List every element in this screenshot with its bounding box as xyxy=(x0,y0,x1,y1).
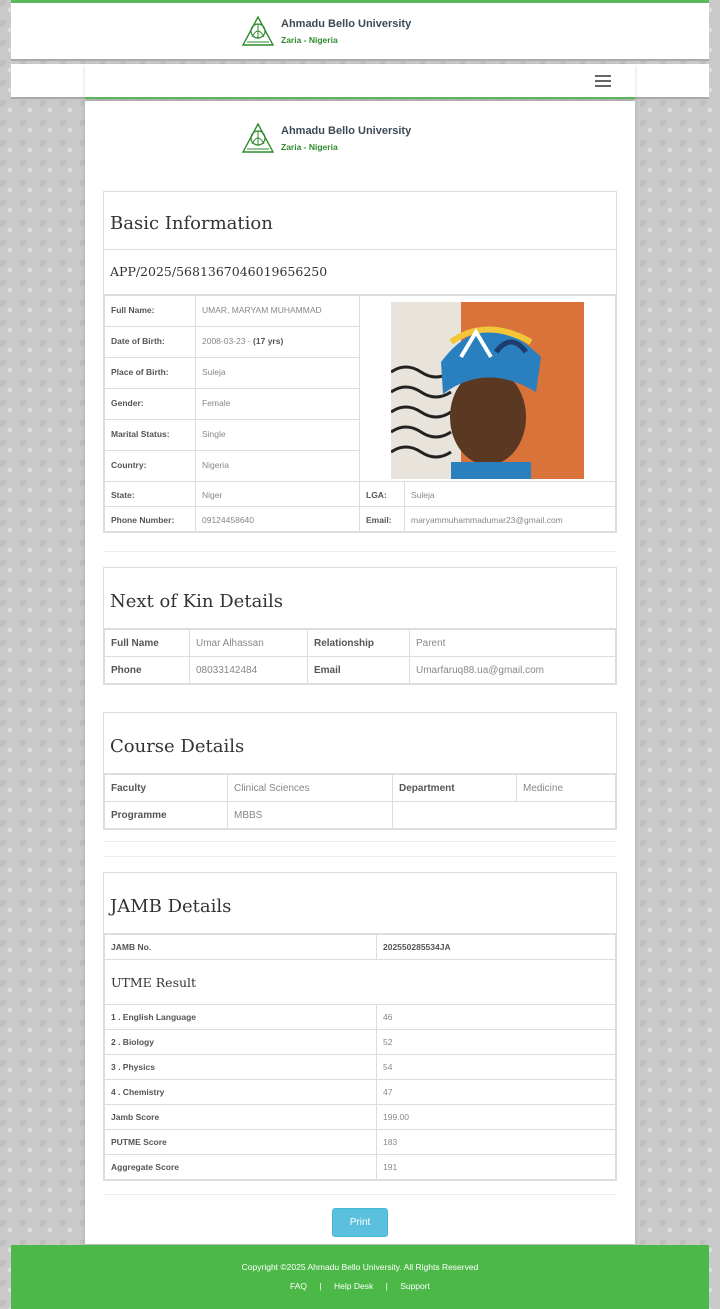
navbar-wrapper xyxy=(11,64,709,99)
course-panel xyxy=(103,712,617,830)
jamb-number-value: 202550285534JA xyxy=(377,935,616,960)
kin-name-label: Full Name xyxy=(105,630,190,657)
next-of-kin-table xyxy=(104,629,616,684)
full-name-label: Full Name: xyxy=(105,296,196,327)
faq-link[interactable]: FAQ xyxy=(290,1281,308,1291)
result-label: 3 . Physics xyxy=(105,1055,377,1080)
phone-label: Phone Number: xyxy=(105,507,196,532)
abu-logo-icon xyxy=(241,122,275,154)
footer-separator: | xyxy=(319,1281,322,1291)
pob-value: Suleja xyxy=(196,358,360,389)
divider xyxy=(103,856,617,857)
jamb-panel xyxy=(103,872,617,1181)
kin-email-value: Umarfaruq88.ua@gmail.com xyxy=(410,657,616,684)
header-brand[interactable] xyxy=(241,15,411,47)
university-location: Zaria - Nigeria xyxy=(281,141,338,152)
utme-results xyxy=(105,1005,616,1180)
result-row xyxy=(105,1155,616,1180)
jamb-title: JAMB Details xyxy=(104,873,616,934)
university-name: Ahmadu Bello University xyxy=(281,124,412,137)
basic-info-panel xyxy=(103,191,617,533)
dob-label: Date of Birth: xyxy=(105,327,196,358)
result-value: 199.00 xyxy=(377,1105,616,1130)
passport-photo xyxy=(391,302,584,479)
help-desk-link[interactable]: Help Desk xyxy=(334,1281,374,1291)
dob-value: 2008-03-23 - xyxy=(202,336,254,346)
gender-value: Female xyxy=(196,389,360,420)
support-link[interactable]: Support xyxy=(400,1281,430,1291)
full-name-value: UMAR, MARYAM MUHAMMAD xyxy=(196,296,360,327)
email-value: maryammuhammadumar23@gmail.com xyxy=(405,507,616,532)
result-row xyxy=(105,1005,616,1030)
kin-phone-label: Phone xyxy=(105,657,190,684)
kin-name-value: Umar Alhassan xyxy=(190,630,308,657)
empty-cell xyxy=(393,802,616,829)
site-footer xyxy=(11,1245,709,1309)
passport-photo-cell xyxy=(360,296,616,482)
faculty-value: Clinical Sciences xyxy=(228,775,393,802)
kin-phone-value: 08033142484 xyxy=(190,657,308,684)
marital-status-label: Marital Status: xyxy=(105,420,196,451)
programme-label: Programme xyxy=(105,802,228,829)
university-location: Zaria - Nigeria xyxy=(281,34,338,45)
result-row xyxy=(105,1105,616,1130)
result-value: 191 xyxy=(377,1155,616,1180)
course-table xyxy=(104,774,616,829)
result-label: Aggregate Score xyxy=(105,1155,377,1180)
jamb-table xyxy=(104,934,616,1180)
country-label: Country: xyxy=(105,451,196,482)
abu-logo-icon xyxy=(241,15,275,47)
department-value: Medicine xyxy=(517,775,616,802)
result-row xyxy=(105,1055,616,1080)
site-header xyxy=(11,0,709,61)
result-row xyxy=(105,1080,616,1105)
kin-relationship-value: Parent xyxy=(410,630,616,657)
dob-cell xyxy=(196,327,360,358)
application-number: APP/2025/5681367046019656250 xyxy=(104,250,616,295)
result-value: 54 xyxy=(377,1055,616,1080)
gender-label: Gender: xyxy=(105,389,196,420)
lga-value: Suleja xyxy=(405,482,616,507)
basic-info-table xyxy=(104,295,616,532)
divider xyxy=(103,1194,617,1195)
programme-value: MBBS xyxy=(228,802,393,829)
result-label: 1 . English Language xyxy=(105,1005,377,1030)
university-name: Ahmadu Bello University xyxy=(281,17,412,30)
next-of-kin-panel xyxy=(103,567,617,685)
result-value: 47 xyxy=(377,1080,616,1105)
result-value: 183 xyxy=(377,1130,616,1155)
phone-value: 09124458640 xyxy=(196,507,360,532)
result-row xyxy=(105,1030,616,1055)
utme-result-title: UTME Result xyxy=(105,960,616,1005)
footer-separator: | xyxy=(385,1281,388,1291)
result-row xyxy=(105,1130,616,1155)
divider xyxy=(103,841,617,842)
navbar xyxy=(85,64,635,99)
state-value: Niger xyxy=(196,482,360,507)
application-slip xyxy=(85,101,635,1244)
divider xyxy=(103,551,617,552)
result-label: PUTME Score xyxy=(105,1130,377,1155)
lga-label: LGA: xyxy=(360,482,405,507)
slip-brand xyxy=(241,122,411,154)
state-label: State: xyxy=(105,482,196,507)
course-title: Course Details xyxy=(104,713,616,774)
pob-label: Place of Birth: xyxy=(105,358,196,389)
basic-info-title: Basic Information xyxy=(104,192,616,250)
hamburger-menu-icon[interactable] xyxy=(595,75,611,88)
kin-email-label: Email xyxy=(308,657,410,684)
result-value: 52 xyxy=(377,1030,616,1055)
result-label: 4 . Chemistry xyxy=(105,1080,377,1105)
copyright-text: Copyright ©2025 Ahmadu Bello University. All Rights Reserved xyxy=(241,1262,479,1272)
print-button[interactable]: Print xyxy=(332,1208,388,1237)
email-label: Email: xyxy=(360,507,405,532)
kin-relationship-label: Relationship xyxy=(308,630,410,657)
age-value: (17 yrs) xyxy=(253,336,284,346)
faculty-label: Faculty xyxy=(105,775,228,802)
country-value: Nigeria xyxy=(196,451,360,482)
result-label: Jamb Score xyxy=(105,1105,377,1130)
result-label: 2 . Biology xyxy=(105,1030,377,1055)
jamb-number-label: JAMB No. xyxy=(105,935,377,960)
footer-links xyxy=(11,1281,709,1291)
department-label: Department xyxy=(393,775,517,802)
result-value: 46 xyxy=(377,1005,616,1030)
next-of-kin-title: Next of Kin Details xyxy=(104,568,616,629)
marital-status-value: Single xyxy=(196,420,360,451)
